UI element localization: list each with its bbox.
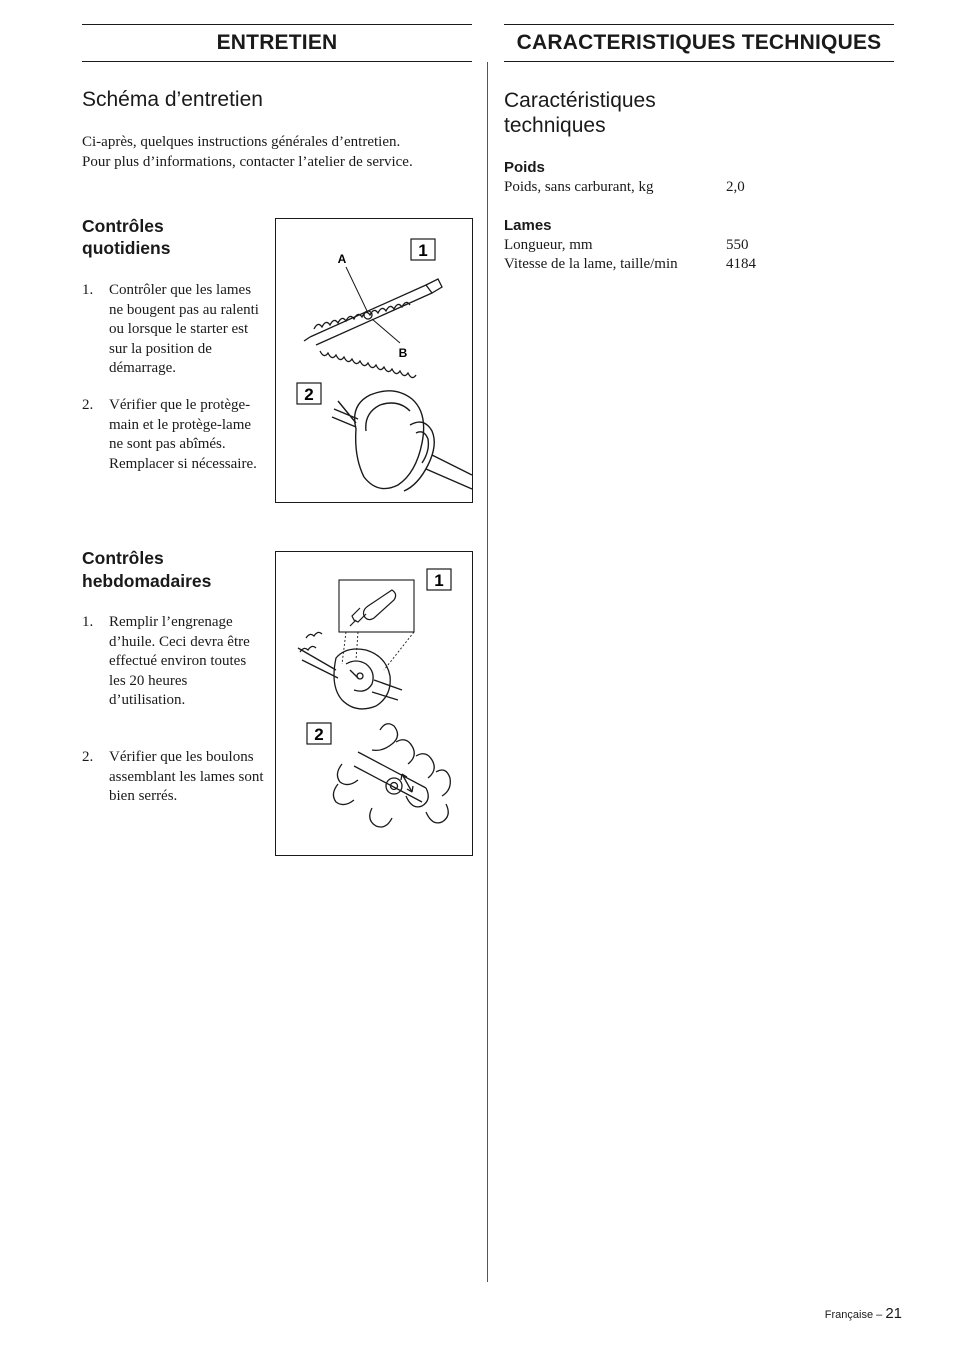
- grease-tube-inset: [339, 580, 414, 632]
- spec-row-vitesse: [504, 255, 804, 274]
- daily-checks-figure: [275, 218, 473, 503]
- figure-label-b: B: [398, 346, 408, 360]
- intro-line-2: Pour plus d’informations, contacter l’atelier de service.: [82, 154, 413, 170]
- list-line: effectué environ toutes: [109, 653, 247, 669]
- hedge-trimmer-illustration: [276, 219, 472, 502]
- weekly-item-1: [82, 613, 272, 713]
- page-title-schema-entretien: Schéma d’entretien: [82, 88, 263, 111]
- hand-guard: [332, 391, 472, 491]
- spec-value: 4184: [726, 256, 756, 272]
- gearbox-illustration: [276, 552, 472, 855]
- daily-item-1: [82, 281, 272, 381]
- spec-value: 2,0: [726, 179, 745, 195]
- list-line: Remplacer si nécessaire.: [109, 455, 257, 472]
- list-line: Vérifier que les boulons: [109, 749, 254, 765]
- list-line: ne bougent pas au ralenti: [109, 301, 259, 318]
- spec-row-longueur: [504, 236, 804, 255]
- list-line: Contrôler que les lames: [109, 282, 252, 298]
- list-line: les 20 heures: [109, 672, 188, 689]
- leader-line-a: [346, 267, 368, 313]
- list-number: 2.: [82, 749, 94, 765]
- list-line: Remplir l’engrenage: [109, 614, 233, 630]
- page-title-caracteristiques-line-2: techniques: [504, 114, 606, 137]
- list-line: démarrage.: [109, 360, 177, 376]
- column-divider: [487, 62, 488, 1282]
- spec-label: Longueur, mm: [504, 237, 593, 253]
- spec-value: 550: [726, 237, 749, 253]
- list-line: d’huile. Ceci devra être: [109, 633, 250, 650]
- spec-row-poids: [504, 178, 804, 197]
- page-number: 21: [885, 1305, 902, 1322]
- list-line: assemblant les lames sont: [109, 768, 264, 785]
- weekly-heading-line-2: hebdomadaires: [82, 571, 212, 591]
- spec-label: Poids, sans carburant, kg: [504, 179, 654, 195]
- figure-label-a: A: [337, 252, 347, 266]
- list-line: ou lorsque le starter est: [109, 321, 249, 337]
- weekly-item-2: [82, 748, 272, 808]
- intro-line-1: Ci-après, quelques instructions générales d’entretien.: [82, 134, 401, 150]
- figure-label-2: 2: [314, 725, 324, 744]
- daily-item-2: [82, 396, 272, 476]
- inset-leader-lines: [342, 632, 414, 670]
- list-line: Vérifier que le protège-: [109, 397, 251, 413]
- leader-line-b: [372, 319, 400, 343]
- blade-bolt-closeup: [333, 724, 450, 827]
- page-footer: [825, 1305, 902, 1322]
- weekly-checks-figure: [275, 551, 473, 856]
- list-number: 1.: [82, 614, 94, 630]
- spec-heading-poids: Poids: [504, 159, 545, 176]
- list-line: main et le protège-lame: [109, 416, 252, 433]
- list-number: 2.: [82, 397, 94, 413]
- spec-label: Vitesse de la lame, taille/min: [504, 256, 678, 272]
- figure-label-1: 1: [434, 571, 444, 590]
- figure-label-1: 1: [418, 241, 428, 260]
- gearbox-assembly: [298, 632, 402, 709]
- footer-language: Française –: [824, 1309, 883, 1321]
- list-line: ne sont pas abîmés.: [109, 436, 226, 452]
- daily-heading-line-1: Contrôles: [82, 216, 164, 236]
- list-number: 1.: [82, 282, 94, 298]
- list-line: sur la position de: [109, 340, 212, 357]
- blade-assembly: [304, 279, 442, 378]
- list-line: d’utilisation.: [109, 692, 186, 708]
- list-line: bien serrés.: [109, 788, 178, 804]
- page-title-caracteristiques-line-1: Caractéristiques: [504, 89, 656, 112]
- weekly-heading-line-1: Contrôles: [82, 548, 164, 568]
- spec-heading-lames: Lames: [504, 217, 552, 234]
- figure-label-2: 2: [304, 385, 314, 404]
- section-header-caracteristiques: CARACTERISTIQUES TECHNIQUES: [504, 24, 894, 62]
- section-header-entretien: ENTRETIEN: [82, 24, 472, 62]
- daily-heading-line-2: quotidiens: [82, 238, 171, 258]
